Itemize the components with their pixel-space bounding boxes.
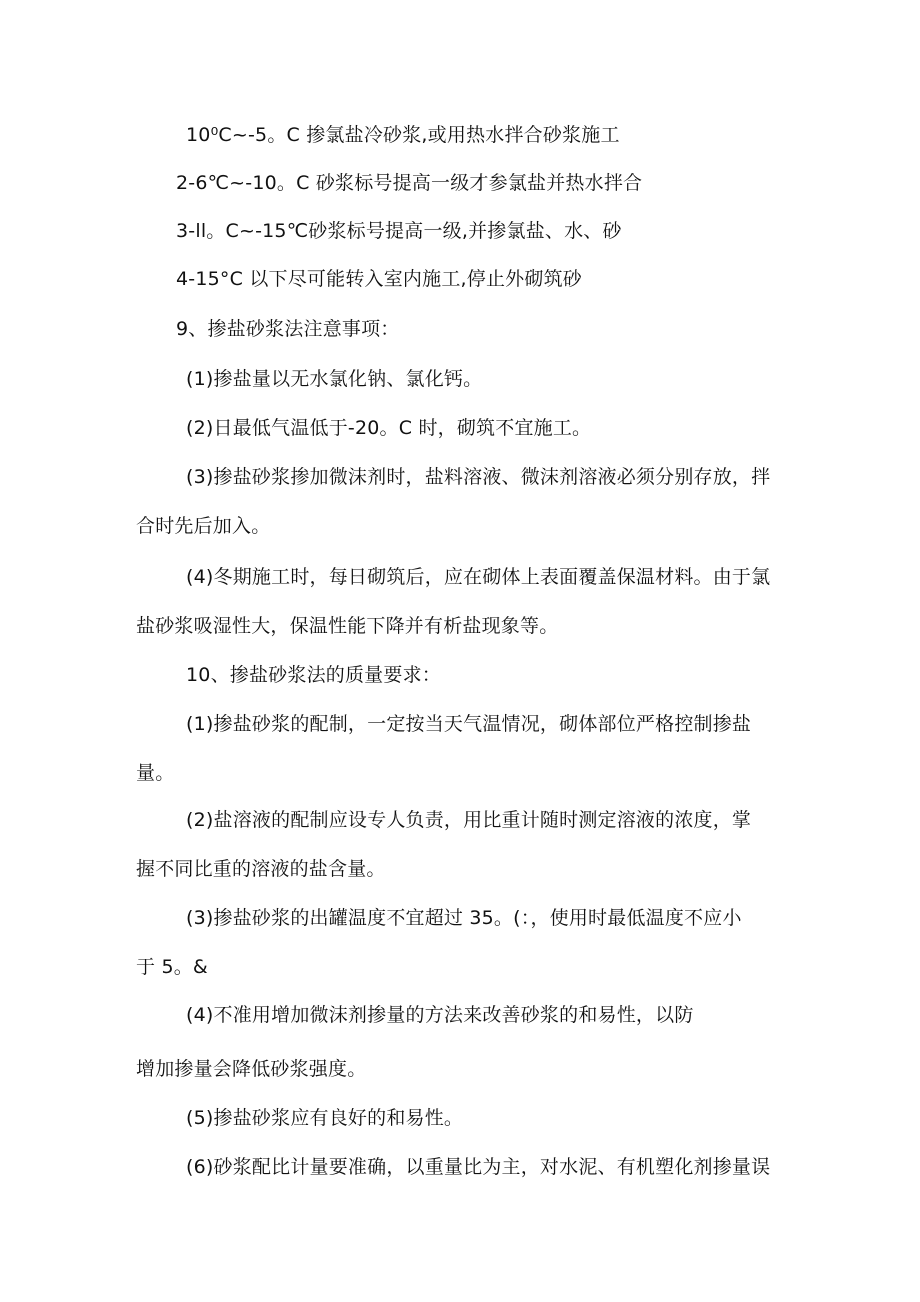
list-item: (5)掺盐砂浆应有良好的和易性。 — [186, 1107, 464, 1129]
temp-rule-3: 3-ll。C~-15℃砂浆标号提高一级,并掺氯盐、水、砂 — [176, 220, 622, 242]
list-item-continuation: 合时先后加入。 — [136, 515, 271, 537]
list-item: (1)掺盐量以无水氯化钠、氯化钙。 — [186, 368, 483, 390]
list-item-continuation: 量。 — [136, 762, 175, 784]
list-item: (3)掺盐砂浆掺加微沫剂时，盐料溶液、微沫剂溶液必须分别存放，拌 — [186, 466, 771, 488]
list-item-continuation: 于 5。& — [136, 956, 208, 978]
list-item: (2)盐溶液的配制应设专人负责，用比重计随时测定溶液的浓度，掌 — [186, 809, 752, 831]
temp-rule-4: 4-15°C 以下尽可能转入室内施工,停止外砌筑砂 — [176, 268, 582, 290]
section-10-heading: 10、掺盐砂浆法的质量要求： — [186, 664, 441, 686]
list-item: (6)砂浆配比计量要准确，以重量比为主，对水泥、有机塑化剂掺量误 — [186, 1156, 771, 1178]
temp-rule-2: 2-6℃~-10。C 砂浆标号提高一级才参氯盐并热水拌合 — [176, 172, 643, 194]
list-item: (4)不准用增加微沫剂掺量的方法来改善砂浆的和易性，以防 — [186, 1004, 694, 1026]
temp-rule-1: 10⁰C~-5。C 掺氯盐冷砂浆,或用热水拌合砂浆施工 — [186, 124, 620, 146]
list-item: (2)日最低气温低于-20。C 时，砌筑不宜施工。 — [186, 417, 592, 439]
list-item-continuation: 盐砂浆吸湿性大，保温性能下降并有析盐现象等。 — [136, 615, 559, 637]
list-item: (1)掺盐砂浆的配制，一定按当天气温情况，砌体部位严格控制掺盐 — [186, 713, 752, 735]
list-item-continuation: 握不同比重的溶液的盐含量。 — [136, 858, 386, 880]
list-item: (3)掺盐砂浆的出罐温度不宜超过 35。(：，使用时最低温度不应小 — [186, 907, 742, 929]
section-9-heading: 9、掺盐砂浆法注意事项： — [176, 318, 400, 340]
list-item: (4)冬期施工时，每日砌筑后，应在砌体上表面覆盖保温材料。由于氯 — [186, 566, 771, 588]
list-item-continuation: 增加掺量会降低砂浆强度。 — [136, 1058, 367, 1080]
